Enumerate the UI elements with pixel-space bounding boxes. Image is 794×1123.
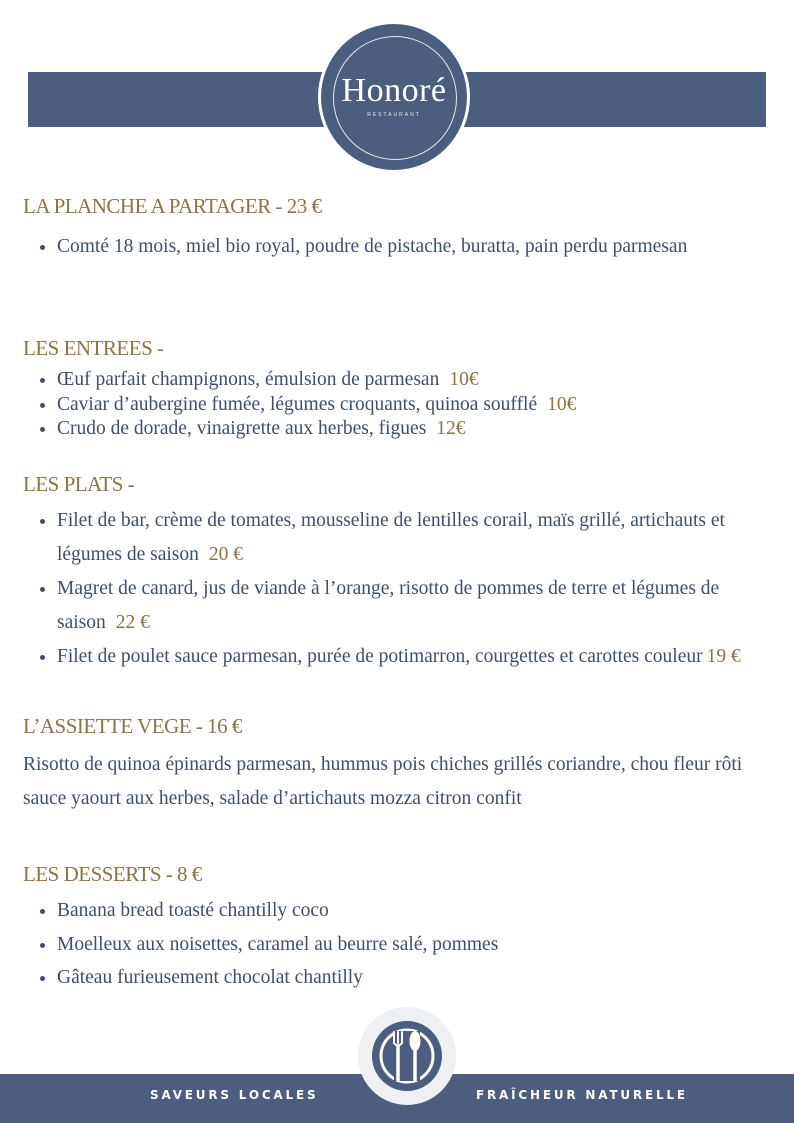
section-title-plats: LES PLATS -	[23, 472, 135, 496]
list-item	[37, 230, 737, 264]
dish-text: Comté 18 mois, miel bio royal, poudre de pistache, buratta, pain perdu parmesan	[57, 236, 688, 257]
list-item	[37, 961, 757, 995]
section-title-planche: LA PLANCHE A PARTAGER - 23 €	[23, 194, 322, 218]
dish-text: Filet de bar, crème de tomates, mousseline de lentilles corail, maïs grillé, artichauts et légumes de saison	[57, 510, 725, 565]
dish-price: 12€	[436, 418, 466, 439]
dish-text: Caviar d’aubergine fumée, légumes croquants, quinoa soufflé	[57, 393, 538, 415]
dish-text: Crudo de dorade, vinaigrette aux herbes, figues	[57, 418, 427, 439]
dish-text: Banana bread toasté chantilly coco	[57, 900, 329, 921]
logo-subtitle: RESTAURANT	[367, 112, 421, 118]
dish-price: 22 €	[115, 612, 150, 633]
section-title-desserts: LES DESSERTS - 8 €	[23, 862, 202, 886]
dish-price: 19 €	[706, 646, 741, 667]
dish-text: Magret de canard, jus de viande à l’orange, risotto de pommes de terre et légumes de saison	[57, 578, 720, 633]
vege-description: Risotto de quinoa épinards parmesan, hummus pois chiches grillés coriandre, chou fleur rôti sauce yaourt aux herbes, salade d’artichauts mozza citron confit	[23, 754, 743, 809]
dish-price: 20 €	[208, 544, 244, 565]
footer-tag-right: FRAÎCHEUR NATURELLE	[476, 1088, 688, 1102]
entrees-list	[37, 368, 757, 442]
list-item	[37, 928, 757, 962]
section-title-entrees: LES ENTREES -	[23, 336, 164, 360]
logo-ring-icon	[333, 36, 457, 160]
list-item	[37, 504, 757, 572]
list-item	[37, 417, 757, 442]
planche-list	[37, 230, 737, 264]
list-item	[37, 393, 757, 418]
dish-text: Filet de poulet sauce parmesan, purée de potimarron, courgettes et carottes couleur	[57, 646, 703, 667]
dish-text: Gâteau furieusement chocolat chantilly	[57, 967, 363, 988]
logo-name: Honoré	[341, 72, 447, 109]
list-item	[37, 894, 757, 928]
restaurant-logo	[318, 21, 470, 173]
dish-price: 10€	[449, 369, 479, 390]
dish-price: 10€	[547, 393, 577, 415]
plats-list	[37, 504, 757, 674]
list-item	[37, 640, 757, 674]
fork-spoon-icon	[364, 1013, 450, 1099]
list-item	[37, 368, 757, 393]
dish-text: Œuf parfait champignons, émulsion de parmesan	[57, 369, 440, 390]
section-title-vege: L’ASSIETTE VEGE - 16 €	[23, 714, 242, 738]
dish-text: Moelleux aux noisettes, caramel au beurre salé, pommes	[57, 933, 499, 955]
footer-emblem	[358, 1007, 456, 1105]
footer-tag-left: SAVEURS LOCALES	[150, 1088, 319, 1102]
desserts-list	[37, 894, 757, 995]
list-item	[37, 572, 757, 640]
